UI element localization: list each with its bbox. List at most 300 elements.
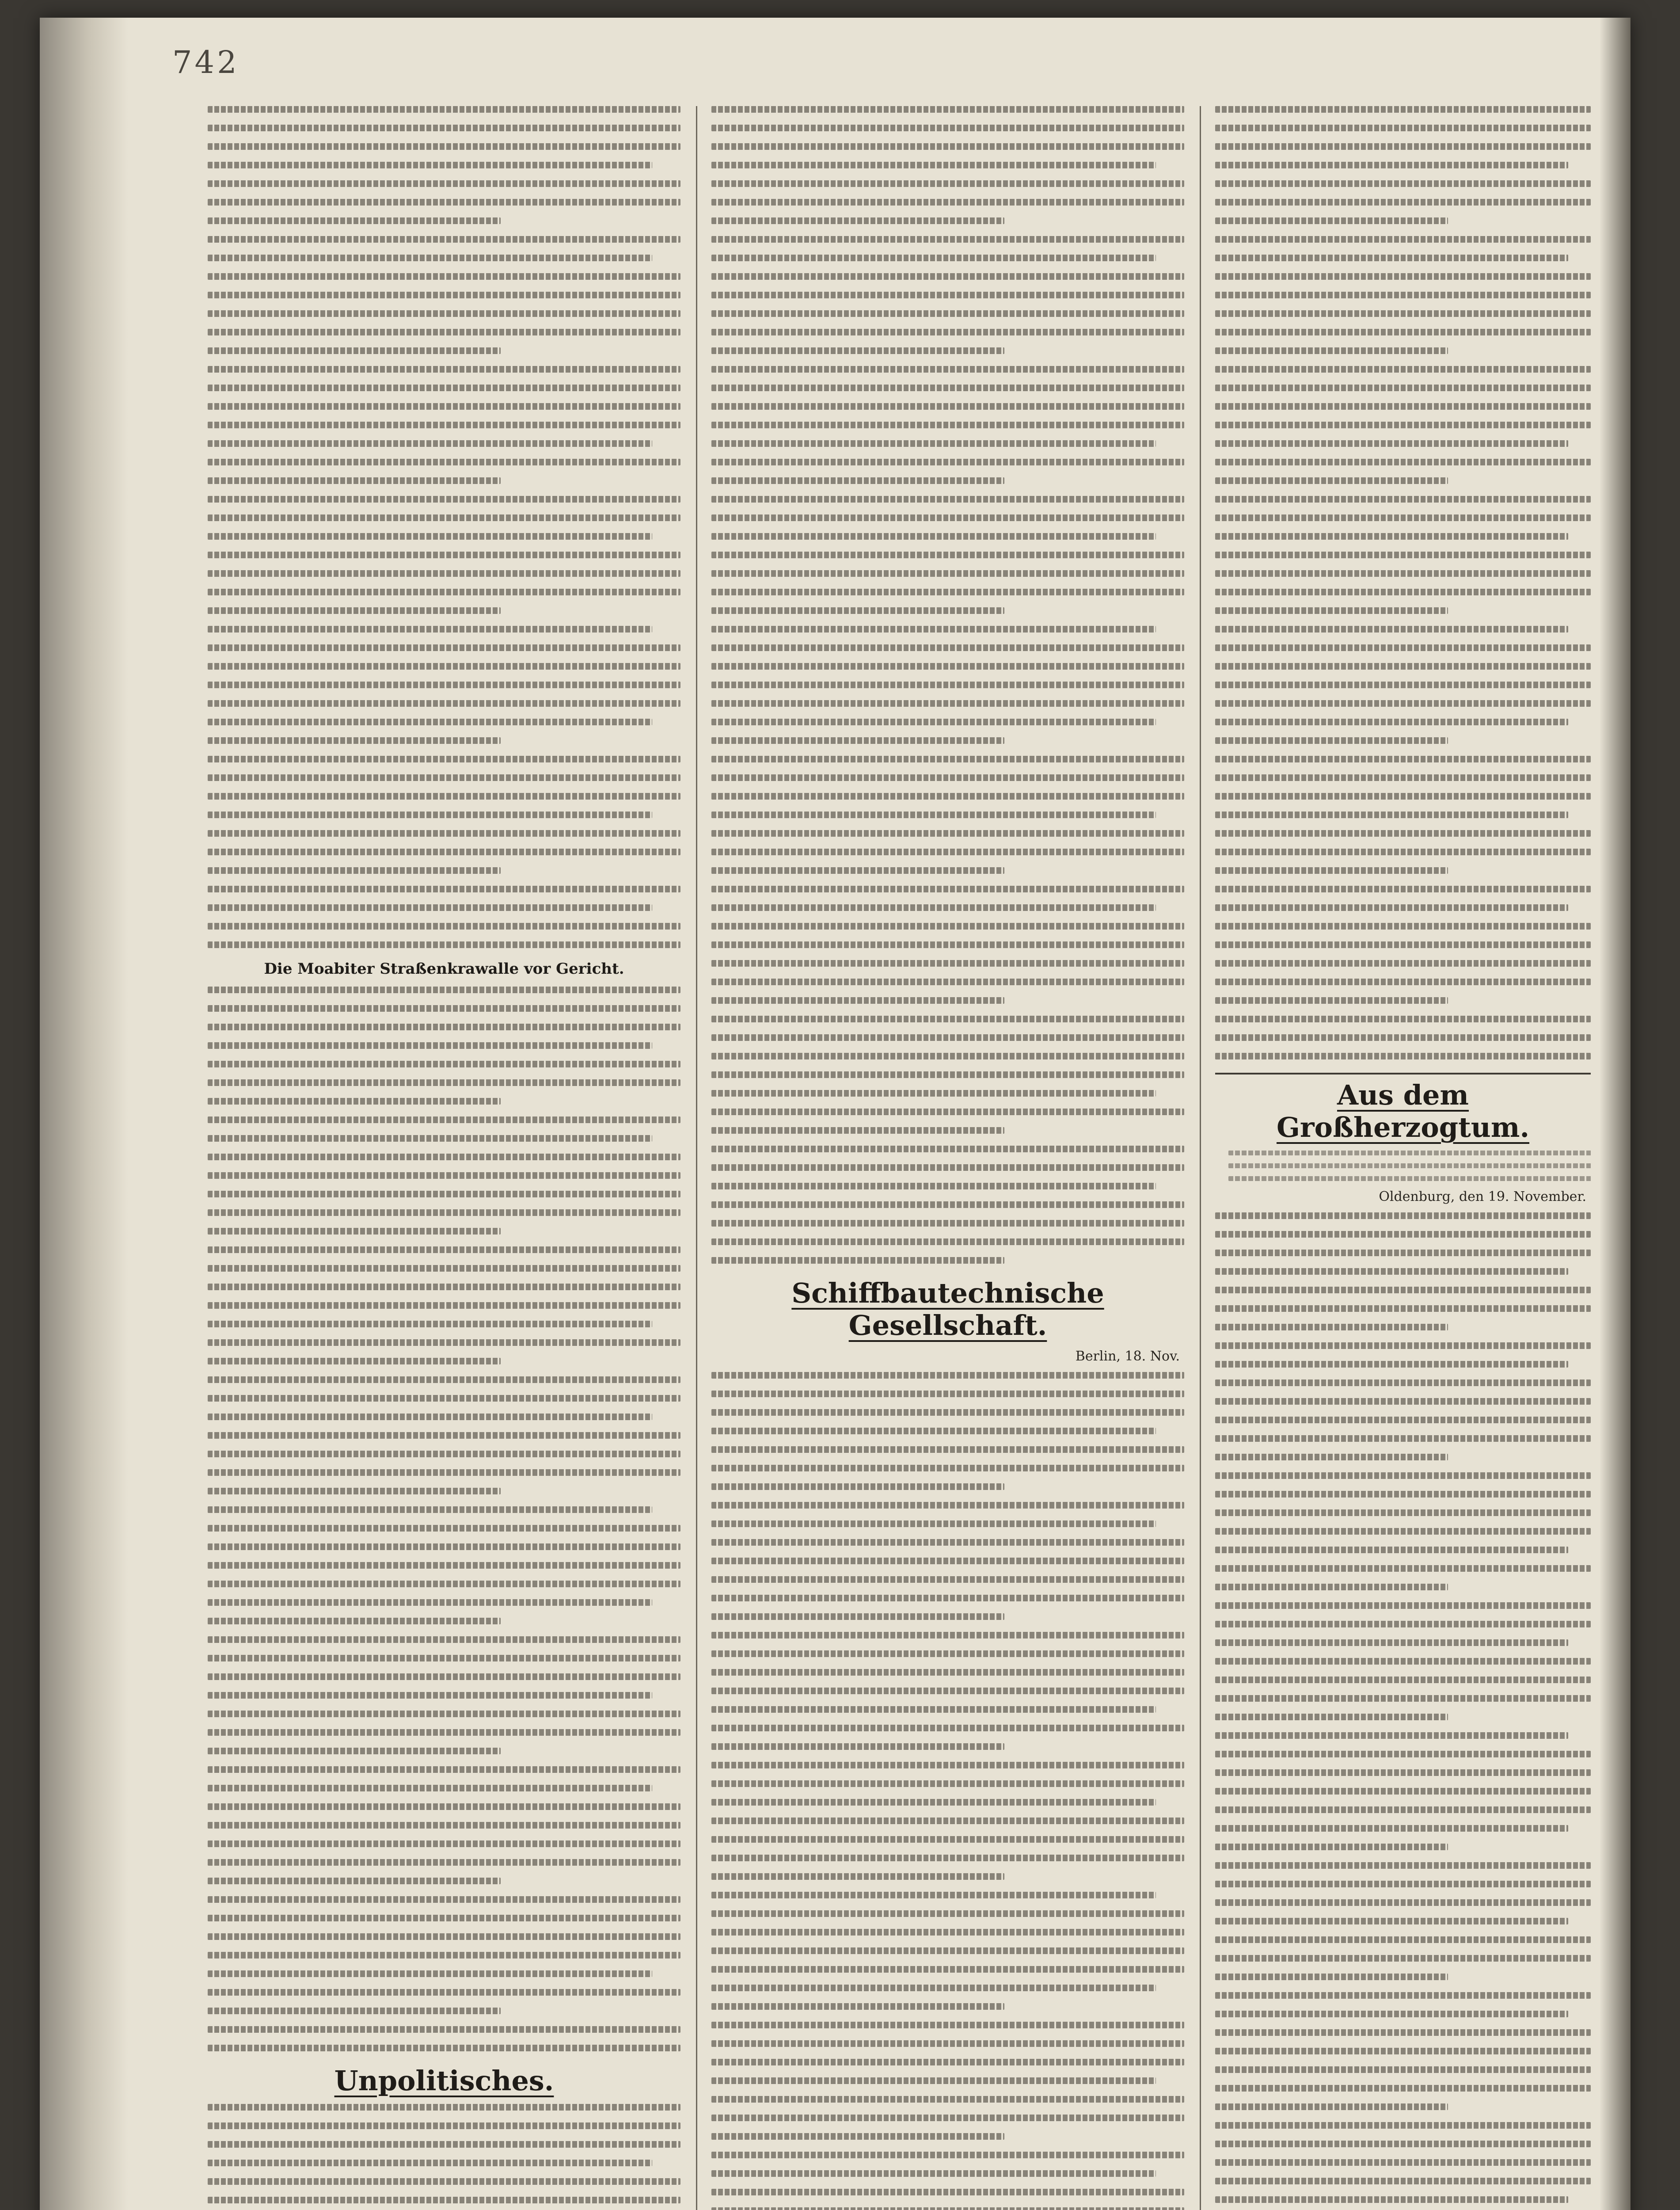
article-text [208,106,680,948]
text-line [208,904,652,911]
text-line [208,812,652,818]
text-line [1215,403,1591,410]
text-line [208,217,501,224]
text-line [208,366,680,373]
text-line [1215,1695,1591,1702]
text-line [711,1873,1004,1880]
text-line [711,310,1184,317]
text-line [711,774,1184,781]
text-line [208,1581,680,1587]
text-line [208,1785,652,1791]
text-line [1215,217,1448,224]
text-line [711,1391,1184,1397]
text-line [1215,867,1448,874]
text-line [208,1284,680,1290]
text-line [1215,1806,1591,1813]
text-line [711,1539,1184,1546]
text-line [208,1729,680,1736]
text-line [711,979,1184,985]
text-line [711,2207,1184,2210]
text-line [208,719,652,725]
text-line [1215,589,1591,595]
text-line [208,292,680,298]
text-line [1215,422,1591,428]
text-line [208,199,680,206]
text-line [711,886,1184,892]
text-line [711,1818,1184,1824]
text-line [711,1164,1184,1171]
column-1 [208,106,680,2210]
text-line [208,347,501,354]
text-line [711,1146,1184,1152]
text-line [711,162,1156,168]
column-3 [1215,106,1591,2210]
article-text [208,987,680,2051]
text-line [208,1618,501,1624]
text-line [208,1228,501,1235]
text-line [1215,1342,1591,1349]
text-line [1215,1584,1448,1590]
text-line [1215,310,1591,317]
text-line [711,2003,1004,2010]
text-line [1215,1472,1591,1479]
dateline: Oldenburg, den 19. November. [1379,1189,1586,1204]
text-line [208,756,680,762]
text-line [711,329,1184,335]
text-line [711,459,1184,465]
text-line [208,1822,680,1829]
text-line [1215,2029,1591,2036]
text-line [1215,941,1591,948]
text-line [208,1896,680,1903]
text-line [711,941,1184,948]
text-line [208,477,501,484]
text-line [208,1488,501,1494]
text-line [1215,756,1591,762]
column-rule [1200,106,1201,2210]
text-line [208,552,680,558]
text-line [711,1576,1184,1583]
text-line [1215,1379,1591,1386]
text-line [1215,514,1591,521]
text-line [711,180,1184,187]
text-line [208,1469,680,1476]
text-line [711,292,1184,298]
text-line [1215,960,1591,967]
text-line [711,830,1184,837]
text-line [711,1985,1156,1991]
text-line [711,682,1184,688]
text-line [711,496,1184,503]
text-line [208,1655,680,1661]
text-line [711,1016,1184,1022]
text-line [1215,570,1591,577]
text-line [711,2189,1184,2195]
text-line [1215,1844,1448,1850]
text-line [711,1947,1184,1954]
text-line [1215,143,1591,150]
text-line [208,1599,652,1606]
text-line [711,1780,1184,1787]
text-line [1215,1658,1591,1665]
text-line [1215,979,1591,985]
text-line [711,199,1184,206]
notice-text [1215,1151,1591,1181]
text-line [711,1409,1184,1416]
text-line [711,1220,1184,1227]
text-line [208,1636,680,1643]
text-line [711,1910,1184,1917]
text-line [208,422,680,428]
text-line [1215,1231,1591,1238]
text-line [711,700,1184,707]
text-line [208,774,680,781]
text-line [1215,125,1591,131]
text-line [1215,1491,1591,1497]
text-line [1215,1788,1591,1795]
dateline: Berlin, 18. Nov. [1075,1349,1180,1364]
text-line [1215,1547,1568,1553]
text-line [1215,682,1591,688]
text-line [711,849,1184,855]
text-line [208,180,680,187]
text-line [1215,385,1591,391]
text-line [1215,162,1568,168]
text-line [711,1053,1184,1059]
text-line [1215,626,1568,633]
text-line [208,1748,501,1754]
article-headline: Die Moabiter Straßenkrawalle vor Gericht. [264,960,624,978]
text-line [1215,1053,1591,1059]
text-line [208,793,680,800]
text-line [208,1414,652,1420]
text-line [711,385,1184,391]
text-line [1215,533,1568,540]
text-line [1215,1732,1568,1739]
text-line [711,1669,1184,1676]
text-line [208,1673,680,1680]
text-line [1215,273,1591,280]
text-line [208,1061,680,1067]
text-line [208,1339,680,1346]
text-line [1215,1565,1591,1572]
text-line [1215,1398,1591,1405]
text-line [711,2152,1184,2158]
text-line [208,2160,652,2166]
text-line [208,1358,501,1364]
text-line [208,644,680,651]
text-line [711,1257,1004,1264]
text-line [711,756,1184,762]
text-line [711,1632,1184,1638]
text-line [711,1090,1156,1097]
text-line [1215,2011,1568,2017]
text-line [1215,440,1568,447]
text-line [711,403,1184,410]
text-line [711,440,1156,447]
text-line [208,830,680,837]
page-gutter [40,18,128,2210]
text-line [1215,644,1591,651]
text-line [1215,1034,1591,1041]
text-line [208,1859,680,1866]
text-line [711,1650,1184,1657]
text-line [1215,923,1591,930]
text-line [208,236,680,243]
text-line [711,1762,1184,1768]
column-rule [696,106,697,2210]
text-line [1215,2066,1591,2073]
text-line [711,1688,1184,1694]
text-line [208,1172,680,1179]
text-line [208,737,501,744]
text-line [208,514,680,521]
text-line [711,106,1184,113]
text-line [208,1803,680,1810]
text-line [208,1042,652,1049]
text-line [208,1265,680,1272]
text-line [711,2040,1184,2047]
text-line [1215,199,1591,206]
text-line [208,849,680,855]
text-line [711,793,1184,800]
text-line [711,236,1184,243]
text-line [1215,830,1591,837]
text-line [1215,496,1591,503]
text-line [208,570,680,577]
text-line [208,1692,652,1699]
text-line [1215,180,1591,187]
text-line [1215,1992,1591,1999]
text-line [711,2096,1184,2103]
text-line [711,589,1184,595]
text-line [208,626,652,633]
text-line [208,867,501,874]
text-line [208,1191,680,1197]
text-line [1215,719,1568,725]
text-line [208,700,680,707]
text-line [711,514,1184,521]
text-line [1215,1862,1591,1869]
text-line [711,1428,1156,1434]
text-line [1215,1639,1568,1646]
text-line [1215,607,1448,614]
newspaper-page [40,18,1631,2210]
text-line [711,1892,1156,1898]
section-heading: Schiffbautechnische Gesellschaft. [791,1277,1104,1341]
text-line [208,682,680,688]
text-line [711,125,1184,131]
text-line [208,273,680,280]
text-line [208,2141,680,2148]
text-line [1215,1769,1591,1776]
section-heading: Unpolitisches. [334,2065,554,2097]
text-line [1215,477,1448,484]
text-line [711,1483,1004,1490]
text-line [208,310,680,317]
text-line [711,1034,1184,1041]
text-line [711,1183,1156,1189]
text-line [1215,1881,1591,1887]
text-line [711,143,1184,150]
page-number: 742 [172,44,239,80]
text-line [208,1005,680,1012]
text-line [1215,2085,1591,2092]
text-line [208,459,680,465]
text-line [208,1376,680,1383]
text-line [711,626,1156,633]
text-line [208,143,680,150]
article-text [208,2104,680,2210]
text-line [1215,347,1448,354]
text-line [208,125,680,131]
text-line [1215,1974,1448,1980]
text-line [711,1595,1184,1601]
text-line [1215,1417,1591,1423]
text-line [208,1562,680,1569]
text-line [1215,1955,1591,1962]
text-line [1215,1714,1448,1720]
text-line [1228,1163,1591,1168]
text-line [208,2008,501,2014]
text-line [711,1855,1184,1861]
text-line [711,2059,1184,2065]
text-line [208,1933,680,1940]
text-line [208,1766,680,1773]
text-line [1215,1677,1591,1683]
text-line [711,1929,1184,1936]
text-line [208,2122,680,2129]
text-line [1228,1151,1591,1155]
text-line [208,1302,680,1309]
text-line [208,923,680,930]
text-line [711,960,1184,967]
text-line [208,1154,680,1160]
text-line [711,607,1004,614]
text-line [711,719,1156,725]
text-line [1215,1305,1591,1312]
text-line [208,1098,501,1105]
text-line [208,1878,501,1884]
text-line [711,1502,1184,1509]
text-line [1215,106,1591,113]
text-line [711,867,1004,874]
text-line [1215,1287,1591,1293]
text-line [711,273,1184,280]
text-line [208,1711,680,1717]
text-line [711,923,1184,930]
text-line [208,1024,680,1030]
text-line [1215,1435,1591,1442]
text-line [1228,1176,1591,1181]
text-line [208,1952,680,1959]
text-line [1215,2141,1591,2147]
text-line [208,1506,652,1513]
text-line [1215,997,1448,1004]
text-line [208,987,680,993]
article-text [711,106,1184,1264]
text-line [1215,329,1591,335]
text-line [1215,292,1591,298]
text-line [711,812,1156,818]
text-line [711,904,1156,911]
text-line [1215,1602,1591,1609]
text-line [1215,1509,1591,1516]
text-line [1215,1324,1448,1330]
text-line [711,217,1004,224]
text-line [711,552,1184,558]
text-line [711,533,1156,540]
text-line [711,1799,1156,1806]
text-line [1215,1825,1568,1832]
text-line [208,663,680,670]
text-line [1215,663,1591,670]
text-line [208,2026,680,2033]
text-line [711,1725,1184,1731]
text-line [1215,552,1591,558]
text-line [1215,1918,1568,1924]
text-line [208,106,680,113]
text-line [208,1451,680,1457]
text-line [208,1116,680,1123]
text-line [208,1209,680,1216]
text-line [711,2170,1156,2177]
text-line [208,385,680,391]
text-line [208,941,680,948]
text-line [208,329,680,335]
text-line [1215,1250,1591,1256]
text-line [711,422,1184,428]
text-line [711,663,1184,670]
article-text [1215,106,1591,1059]
text-line [1215,1751,1591,1757]
text-line [1215,1936,1591,1943]
text-line [711,1613,1004,1620]
text-line [711,1201,1184,1208]
text-line [1215,2103,1448,2110]
text-line [711,255,1156,261]
text-line [208,1321,652,1327]
text-line [208,2197,680,2203]
text-line [711,1836,1184,1843]
text-line [208,2178,680,2185]
text-line [208,1135,652,1142]
text-line [711,737,1004,744]
text-line [711,1238,1184,1245]
text-line [1215,459,1591,465]
text-line [1215,793,1591,800]
text-line [711,1465,1184,1471]
text-line [711,644,1184,651]
text-line [208,1915,680,1921]
section-heading: Aus dem Großherzogtum. [1215,1073,1591,1143]
text-line [1215,774,1591,781]
text-line [1215,1361,1568,1368]
text-line [711,2077,1156,2084]
text-line [1215,255,1568,261]
text-line [1215,2178,1591,2184]
text-line [1215,2159,1591,2166]
text-line [711,1446,1184,1453]
text-line [711,1372,1184,1379]
text-line [1215,2196,1568,2203]
text-line [208,1432,680,1439]
page-edge-shadow [1600,18,1631,2210]
column-2 [711,106,1184,2210]
text-line [1215,1016,1591,1022]
text-line [208,1543,680,1550]
text-line [1215,904,1568,911]
